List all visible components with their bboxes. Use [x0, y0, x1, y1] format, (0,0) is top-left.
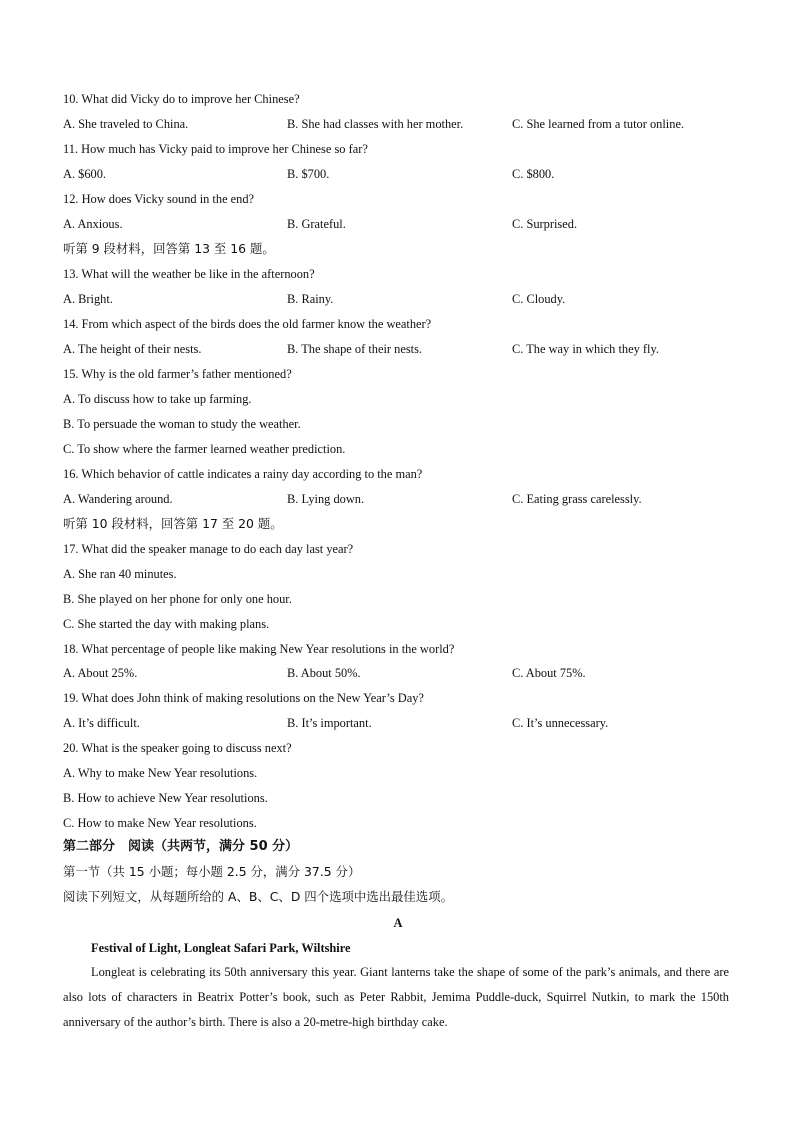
q15-option-a: A. To discuss how to take up farming. [63, 392, 252, 406]
question-14: 14. From which aspect of the birds does the old farmer know the weather? [63, 317, 432, 331]
passage-paragraph: Longleat is celebrating its 50th anniversary this year. Giant lanterns take the shape of some of the park’s animals, and there are also lots of characters in Beatrix Potter’s book, such as Peter Rabbit, Jemima Puddle-duck, Squirrel Nutkin, to mark the 150th anniversary of the author’s birth. There is also a 20-metre-high birthday cake. [63, 965, 729, 1029]
q14-option-c: C. The way in which they fly. [512, 342, 659, 356]
q20-option-c: C. How to make New Year resolutions. [63, 816, 257, 830]
section-10-instruction: 听第 10 段材料，回答第 17 至 20 题。 [63, 516, 283, 531]
question-19: 19. What does John think of making resolutions on the New Year’s Day? [63, 691, 424, 705]
passage-letter: A [393, 916, 403, 930]
q13-option-b: B. Rainy. [287, 292, 334, 306]
section-9-instruction: 听第 9 段材料，回答第 13 至 16 题。 [63, 241, 275, 256]
q12-option-b: B. Grateful. [287, 217, 346, 231]
q18-option-a: A. About 25%. [63, 666, 138, 680]
q10-option-a: A. She traveled to China. [63, 117, 189, 131]
q11-option-a: A. $600. [63, 167, 107, 181]
part2-title: 第二部分 阅读（共两节，满分 50 分） [63, 839, 299, 854]
passage-title: Festival of Light, Longleat Safari Park, Wiltshire [91, 941, 351, 955]
q11-option-b: B. $700. [287, 167, 330, 181]
question-12: 12. How does Vicky sound in the end? [63, 192, 255, 206]
q12-option-c: C. Surprised. [512, 217, 578, 231]
q16-option-b: B. Lying down. [287, 492, 365, 506]
q13-option-c: C. Cloudy. [512, 292, 566, 306]
q13-option-a: A. Bright. [63, 292, 113, 306]
q18-option-b: B. About 50%. [287, 666, 361, 680]
q20-option-b: B. How to achieve New Year resolutions. [63, 791, 268, 805]
q16-option-a: A. Wandering around. [63, 492, 173, 506]
part2-instruction: 阅读下列短文，从每题所给的 A、B、C、D 四个选项中选出最佳选项。 [63, 889, 453, 904]
question-18: 18. What percentage of people like making New Year resolutions in the world? [63, 642, 455, 656]
q17-option-b: B. She played on her phone for only one hour. [63, 592, 292, 606]
question-11: 11. How much has Vicky paid to improve her Chinese so far? [63, 142, 368, 156]
q16-option-c: C. Eating grass carelessly. [512, 492, 642, 506]
q15-option-b: B. To persuade the woman to study the weather. [63, 417, 301, 431]
question-10: 10. What did Vicky do to improve her Chinese? [63, 92, 300, 106]
question-20: 20. What is the speaker going to discuss next? [63, 741, 292, 755]
q19-option-c: C. It’s unnecessary. [512, 716, 609, 730]
question-15: 15. Why is the old farmer’s father mentioned? [63, 367, 292, 381]
q15-option-c: C. To show where the farmer learned weather prediction. [63, 442, 346, 456]
q19-option-b: B. It’s important. [287, 716, 372, 730]
q12-option-a: A. Anxious. [63, 217, 123, 231]
q19-option-a: A. It’s difficult. [63, 716, 140, 730]
q18-option-c: C. About 75%. [512, 666, 586, 680]
question-13: 13. What will the weather be like in the afternoon? [63, 267, 315, 281]
q14-option-b: B. The shape of their nests. [287, 342, 423, 356]
question-17: 17. What did the speaker manage to do each day last year? [63, 542, 354, 556]
q17-option-a: A. She ran 40 minutes. [63, 567, 177, 581]
q17-option-c: C. She started the day with making plans. [63, 617, 270, 631]
question-16: 16. Which behavior of cattle indicates a rainy day according to the man? [63, 467, 423, 481]
q20-option-a: A. Why to make New Year resolutions. [63, 766, 258, 780]
q10-option-b: B. She had classes with her mother. [287, 117, 464, 131]
q14-option-a: A. The height of their nests. [63, 342, 202, 356]
part2-subtitle: 第一节（共 15 小题；每小题 2.5 分，满分 37.5 分） [63, 864, 361, 879]
q10-option-c: C. She learned from a tutor online. [512, 117, 685, 131]
q11-option-c: C. $800. [512, 167, 555, 181]
